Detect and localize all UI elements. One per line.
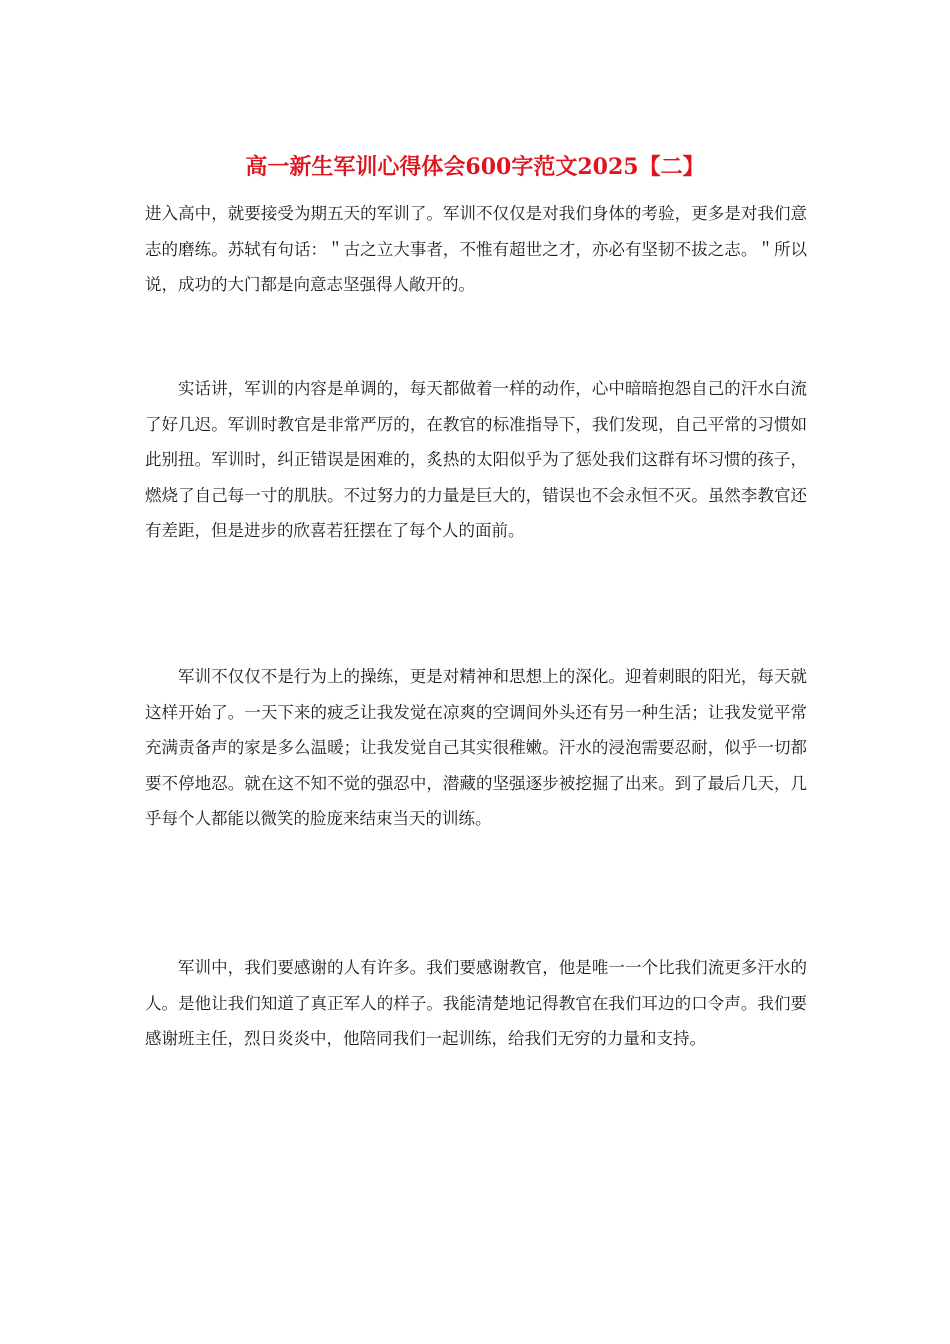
paragraph-4: 军训中，我们要感谢的人有许多。我们要感谢教官，他是唯一一个比我们流更多汗水的人。是他让我们知道了真正军人的样子。我能清楚地记得教官在我们耳边的口令声。我们要感谢班主任，烈日炎炎中，他陪同我们一起训练，给我们无穷的力量和支持。 (145, 958, 807, 1048)
paragraph-3: 军训不仅仅不是行为上的操练，更是对精神和思想上的深化。迎着刺眼的阳光，每天就这样开始了。一天下来的疲乏让我发觉在凉爽的空调间外头还有另一种生活；让我发觉平常充满责备声的家是多么温暖；让我发觉自己其实很稚嫩。汗水的浸泡需要忍耐，似乎一切都要不停地忍。就在这不知不觉的强忍中，潜藏的坚强逐步被挖掘了出来。到了最后几天，几乎每个人都能以微笑的脸庞来结束当天的训练。 (145, 667, 807, 828)
paragraph-2: 实话讲，军训的内容是单调的，每天都做着一样的动作，心中暗暗抱怨自己的汗水白流了好几迟。军训时教官是非常严厉的，在教官的标准指导下，我们发现，自己平常的习惯如此别扭。军训时，纠正错误是困难的，炙热的太阳似乎为了惩处我们这群有坏习惯的孩子，燃烧了自己每一寸的肌肤。不过努力的力量是巨大的，错误也不会永恒不灭。虽然李教官还有差距，但是进步的欣喜若狂摆在了每个人的面前。 (145, 379, 807, 540)
document-title: 高一新生军训心得体会600字范文2025【二】 (245, 154, 705, 180)
paragraph-1: 进入高中，就要接受为期五天的军训了。军训不仅仅是对我们身体的考验，更多是对我们意志的磨练。苏轼有句话：＂古之立大事者，不惟有超世之才，亦必有坚韧不拔之志。＂所以说，成功的大门都是向意志坚强得人敞开的。 (145, 204, 807, 294)
